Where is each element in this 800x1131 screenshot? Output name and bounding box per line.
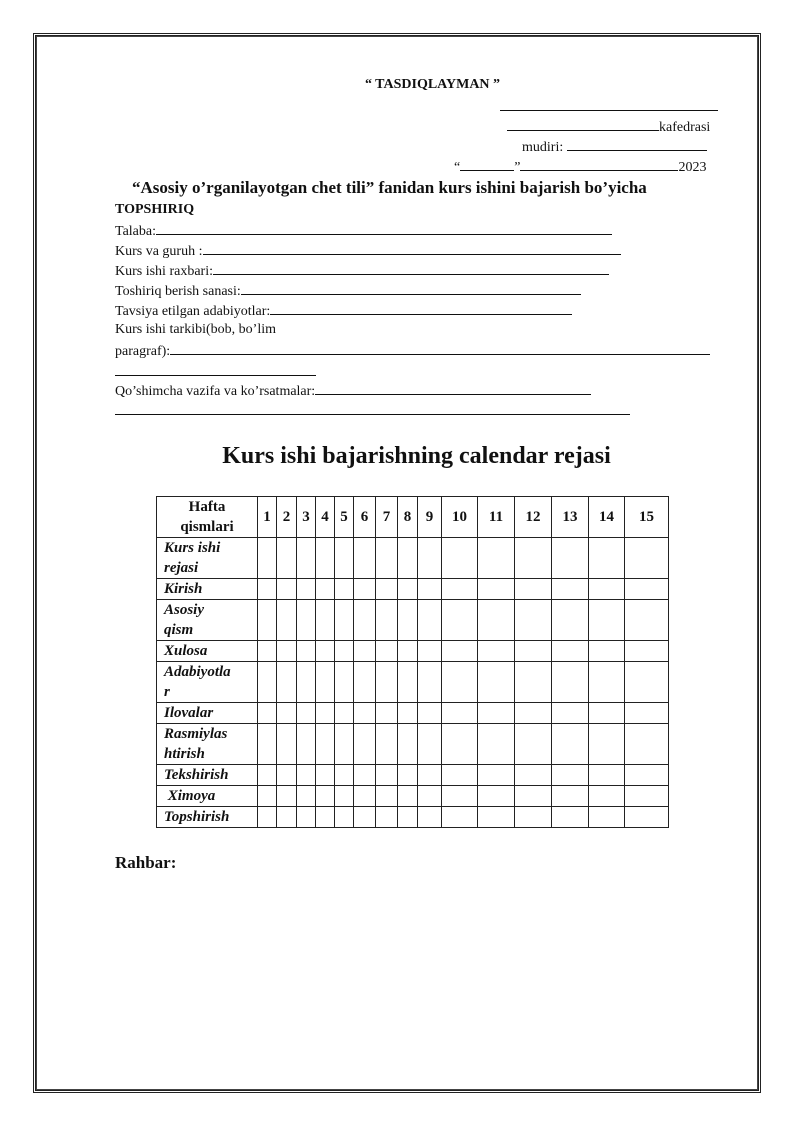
schedule-cell[interactable]	[552, 600, 589, 641]
schedule-cell[interactable]	[354, 703, 376, 724]
issue-date-field	[115, 282, 581, 300]
calendar-body	[157, 538, 669, 828]
week-header-5: 5	[335, 497, 354, 538]
schedule-cell[interactable]	[354, 724, 376, 765]
schedule-cell[interactable]	[335, 703, 354, 724]
schedule-cell[interactable]	[515, 662, 552, 703]
schedule-cell[interactable]	[354, 600, 376, 641]
row-label	[157, 662, 258, 703]
table-row	[157, 579, 669, 600]
schedule-cell[interactable]	[398, 538, 418, 579]
week-header-7: 7	[376, 497, 398, 538]
schedule-cell[interactable]	[589, 662, 625, 703]
table-row	[157, 641, 669, 662]
schedule-cell[interactable]	[442, 807, 478, 828]
schedule-cell[interactable]	[625, 786, 669, 807]
schedule-cell[interactable]	[552, 765, 589, 786]
schedule-cell[interactable]	[478, 600, 515, 641]
week-header-1: 1	[258, 497, 277, 538]
schedule-cell[interactable]	[335, 662, 354, 703]
week-header-12: 12	[515, 497, 552, 538]
schedule-cell[interactable]	[354, 641, 376, 662]
schedule-cell[interactable]	[552, 807, 589, 828]
row-label	[157, 807, 258, 828]
department-suffix: kafedrasi	[659, 120, 711, 135]
schedule-cell[interactable]	[589, 765, 625, 786]
schedule-cell[interactable]	[335, 579, 354, 600]
schedule-cell[interactable]	[376, 538, 398, 579]
schedule-cell[interactable]	[515, 786, 552, 807]
table-row	[157, 807, 669, 828]
schedule-cell[interactable]	[515, 724, 552, 765]
row-label-line: Asosiy	[164, 602, 205, 618]
schedule-cell[interactable]	[316, 786, 335, 807]
schedule-cell[interactable]	[316, 641, 335, 662]
week-header-15: 15	[625, 497, 669, 538]
row-label	[157, 600, 258, 641]
row-label-line: Rasmiylas	[164, 726, 228, 742]
schedule-cell[interactable]	[316, 703, 335, 724]
schedule-cell[interactable]	[354, 765, 376, 786]
head-name-blank[interactable]	[567, 138, 707, 151]
schedule-cell[interactable]	[277, 579, 297, 600]
schedule-cell[interactable]	[589, 641, 625, 662]
schedule-cell[interactable]	[258, 807, 277, 828]
schedule-cell[interactable]	[354, 786, 376, 807]
supervisor-blank[interactable]	[213, 262, 609, 275]
schedule-cell[interactable]	[442, 662, 478, 703]
schedule-cell[interactable]	[398, 662, 418, 703]
week-header-2: 2	[277, 497, 297, 538]
schedule-cell[interactable]	[335, 724, 354, 765]
table-row	[157, 662, 669, 703]
schedule-cell[interactable]	[478, 724, 515, 765]
schedule-cell[interactable]	[625, 600, 669, 641]
schedule-cell[interactable]	[552, 662, 589, 703]
schedule-cell[interactable]	[297, 703, 316, 724]
row-label-line: Xulosa	[164, 643, 208, 659]
schedule-cell[interactable]	[515, 765, 552, 786]
schedule-cell[interactable]	[258, 765, 277, 786]
approval-signature-line	[500, 110, 718, 111]
schedule-cell[interactable]	[418, 703, 442, 724]
structure-field	[115, 342, 710, 360]
date-open-quote: “	[454, 160, 461, 175]
schedule-cell[interactable]	[442, 641, 478, 662]
schedule-cell[interactable]	[418, 807, 442, 828]
schedule-cell[interactable]	[625, 703, 669, 724]
schedule-cell[interactable]	[418, 600, 442, 641]
schedule-cell[interactable]	[316, 662, 335, 703]
row-label	[157, 641, 258, 662]
calendar-table	[156, 496, 669, 828]
approval-date-line	[454, 158, 706, 176]
schedule-cell[interactable]	[297, 538, 316, 579]
supervisor-field	[115, 262, 609, 280]
schedule-cell[interactable]	[297, 641, 316, 662]
schedule-cell[interactable]	[258, 724, 277, 765]
schedule-cell[interactable]	[258, 786, 277, 807]
row-label-line: qism	[164, 622, 194, 638]
table-row	[157, 786, 669, 807]
approval-heading: “ TASDIQLAYMAN ”	[364, 77, 501, 92]
schedule-cell[interactable]	[589, 579, 625, 600]
row-label-line: Topshirish	[164, 809, 230, 825]
schedule-cell[interactable]	[418, 641, 442, 662]
schedule-cell[interactable]	[376, 807, 398, 828]
row-label	[157, 786, 258, 807]
schedule-cell[interactable]	[442, 579, 478, 600]
schedule-cell[interactable]	[552, 579, 589, 600]
extra-label: Qo’shimcha vazifa va ko’rsatmalar:	[115, 384, 316, 399]
supervisor-label: Kurs ishi raxbari:	[115, 264, 213, 279]
table-row	[157, 538, 669, 579]
schedule-cell[interactable]	[442, 724, 478, 765]
schedule-cell[interactable]	[515, 579, 552, 600]
row-label-line: Tekshirish	[164, 767, 229, 783]
schedule-cell[interactable]	[625, 724, 669, 765]
week-header-10: 10	[442, 497, 478, 538]
student-field	[115, 222, 612, 240]
table-row	[157, 600, 669, 641]
schedule-cell[interactable]	[297, 662, 316, 703]
schedule-cell[interactable]	[354, 538, 376, 579]
schedule-cell[interactable]	[552, 703, 589, 724]
row-label-line: Ximoya	[164, 788, 216, 804]
schedule-cell[interactable]	[515, 807, 552, 828]
schedule-cell[interactable]	[625, 765, 669, 786]
schedule-cell[interactable]	[398, 703, 418, 724]
schedule-cell[interactable]	[277, 600, 297, 641]
schedule-cell[interactable]	[376, 579, 398, 600]
schedule-cell[interactable]	[625, 538, 669, 579]
schedule-cell[interactable]	[478, 641, 515, 662]
student-blank[interactable]	[156, 222, 612, 235]
schedule-cell[interactable]	[552, 786, 589, 807]
department-line	[507, 118, 710, 136]
week-header-6: 6	[354, 497, 376, 538]
issue-date-label: Toshiriq berish sanasi:	[115, 284, 241, 299]
row-label-line: Kurs ishi	[164, 540, 221, 556]
schedule-cell[interactable]	[442, 538, 478, 579]
schedule-cell[interactable]	[376, 641, 398, 662]
schedule-cell[interactable]	[277, 765, 297, 786]
schedule-cell[interactable]	[316, 600, 335, 641]
calendar-header-row	[157, 497, 669, 538]
schedule-cell[interactable]	[478, 765, 515, 786]
task-subtitle: TOPSHIRIQ	[115, 202, 195, 217]
day-blank[interactable]	[460, 158, 514, 171]
schedule-cell[interactable]	[316, 807, 335, 828]
structure-label: paragraf):	[115, 344, 171, 359]
schedule-cell[interactable]	[335, 765, 354, 786]
schedule-cell[interactable]	[398, 786, 418, 807]
row-label-line: r	[164, 684, 170, 700]
schedule-cell[interactable]	[589, 703, 625, 724]
schedule-cell[interactable]	[515, 641, 552, 662]
row-label-line: Adabiyotla	[164, 664, 231, 680]
table-row	[157, 703, 669, 724]
header-parts-label: qismlari	[180, 519, 234, 535]
week-header-4: 4	[316, 497, 335, 538]
row-label	[157, 765, 258, 786]
schedule-cell[interactable]	[297, 600, 316, 641]
schedule-cell[interactable]	[335, 600, 354, 641]
schedule-cell[interactable]	[335, 807, 354, 828]
row-label	[157, 703, 258, 724]
schedule-cell[interactable]	[589, 724, 625, 765]
schedule-cell[interactable]	[376, 600, 398, 641]
issue-date-blank[interactable]	[241, 282, 581, 295]
table-row	[157, 765, 669, 786]
schedule-cell[interactable]	[354, 807, 376, 828]
schedule-cell[interactable]	[589, 600, 625, 641]
schedule-cell[interactable]	[552, 641, 589, 662]
schedule-cell[interactable]	[354, 662, 376, 703]
department-blank[interactable]	[507, 118, 659, 131]
literature-field	[115, 302, 572, 320]
schedule-cell[interactable]	[258, 641, 277, 662]
schedule-cell[interactable]	[478, 579, 515, 600]
schedule-cell[interactable]	[316, 724, 335, 765]
extra-continuation-line[interactable]	[115, 414, 630, 415]
calendar-title: Kurs ishi bajarishning calendar rejasi	[222, 443, 611, 469]
schedule-cell[interactable]	[442, 765, 478, 786]
structure-continuation-line[interactable]	[115, 375, 316, 376]
head-line	[522, 138, 707, 156]
schedule-cell[interactable]	[398, 807, 418, 828]
course-group-label: Kurs va guruh :	[115, 244, 203, 259]
schedule-cell[interactable]	[277, 807, 297, 828]
student-label: Talaba:	[115, 224, 156, 239]
schedule-cell[interactable]	[277, 641, 297, 662]
schedule-cell[interactable]	[552, 724, 589, 765]
header-week-parts	[157, 497, 258, 538]
row-label	[157, 724, 258, 765]
schedule-cell[interactable]	[478, 807, 515, 828]
schedule-cell[interactable]	[297, 807, 316, 828]
schedule-cell[interactable]	[625, 579, 669, 600]
schedule-cell[interactable]	[376, 662, 398, 703]
row-label	[157, 579, 258, 600]
week-header-8: 8	[398, 497, 418, 538]
schedule-cell[interactable]	[277, 724, 297, 765]
schedule-cell[interactable]	[277, 703, 297, 724]
schedule-cell[interactable]	[376, 703, 398, 724]
task-title: “Asosiy o’rganilayotgan chet tili” fanidan kurs ishini bajarish bo’yicha	[132, 178, 647, 197]
schedule-cell[interactable]	[625, 641, 669, 662]
schedule-cell[interactable]	[277, 786, 297, 807]
schedule-cell[interactable]	[515, 703, 552, 724]
schedule-cell[interactable]	[297, 579, 316, 600]
row-label	[157, 538, 258, 579]
week-header-14: 14	[589, 497, 625, 538]
schedule-cell[interactable]	[478, 703, 515, 724]
extra-field	[115, 382, 591, 400]
supervisor-signature-label: Rahbar:	[115, 853, 177, 872]
schedule-cell[interactable]	[552, 538, 589, 579]
head-label: mudiri:	[522, 140, 564, 155]
schedule-cell[interactable]	[316, 579, 335, 600]
schedule-cell[interactable]	[478, 662, 515, 703]
schedule-cell[interactable]	[258, 662, 277, 703]
date-close-quote: ”	[514, 160, 521, 175]
schedule-cell[interactable]	[297, 786, 316, 807]
schedule-cell[interactable]	[442, 703, 478, 724]
row-label-line: Kirish	[164, 581, 203, 597]
schedule-cell[interactable]	[376, 786, 398, 807]
schedule-cell[interactable]	[277, 662, 297, 703]
schedule-cell[interactable]	[589, 807, 625, 828]
literature-label: Tavsiya etilgan adabiyotlar:	[115, 304, 271, 319]
schedule-cell[interactable]	[335, 786, 354, 807]
week-header-11: 11	[478, 497, 515, 538]
month-blank[interactable]	[520, 158, 678, 171]
schedule-cell[interactable]	[442, 600, 478, 641]
schedule-cell[interactable]	[258, 538, 277, 579]
schedule-cell[interactable]	[515, 538, 552, 579]
schedule-cell[interactable]	[258, 579, 277, 600]
extra-blank[interactable]	[315, 382, 591, 395]
table-row	[157, 724, 669, 765]
schedule-cell[interactable]	[515, 600, 552, 641]
row-label-line: Ilovalar	[164, 705, 214, 721]
schedule-cell[interactable]	[398, 579, 418, 600]
schedule-cell[interactable]	[398, 641, 418, 662]
course-group-field	[115, 242, 621, 260]
schedule-cell[interactable]	[376, 765, 398, 786]
schedule-cell[interactable]	[589, 786, 625, 807]
schedule-cell[interactable]	[418, 579, 442, 600]
schedule-cell[interactable]	[418, 765, 442, 786]
schedule-cell[interactable]	[478, 786, 515, 807]
row-label-line: rejasi	[164, 560, 199, 576]
schedule-cell[interactable]	[418, 786, 442, 807]
schedule-cell[interactable]	[354, 579, 376, 600]
header-week-label: Hafta	[188, 499, 226, 515]
schedule-cell[interactable]	[297, 765, 316, 786]
schedule-cell[interactable]	[258, 703, 277, 724]
schedule-cell[interactable]	[418, 724, 442, 765]
week-header-13: 13	[552, 497, 589, 538]
schedule-cell[interactable]	[398, 600, 418, 641]
schedule-cell[interactable]	[335, 538, 354, 579]
structure-blank[interactable]	[170, 342, 710, 355]
schedule-cell[interactable]	[418, 538, 442, 579]
week-header-3: 3	[297, 497, 316, 538]
approval-year: 2023	[678, 160, 707, 175]
schedule-cell[interactable]	[625, 662, 669, 703]
schedule-cell[interactable]	[589, 538, 625, 579]
schedule-cell[interactable]	[335, 641, 354, 662]
schedule-cell[interactable]	[376, 724, 398, 765]
schedule-cell[interactable]	[625, 807, 669, 828]
structure-label-line: Kurs ishi tarkibi(bob, bo’lim	[115, 322, 276, 337]
schedule-cell[interactable]	[398, 765, 418, 786]
schedule-cell[interactable]	[442, 786, 478, 807]
schedule-cell[interactable]	[297, 724, 316, 765]
schedule-cell[interactable]	[316, 765, 335, 786]
schedule-cell[interactable]	[258, 600, 277, 641]
row-label-line: htirish	[164, 746, 205, 762]
course-group-blank[interactable]	[203, 242, 621, 255]
schedule-cell[interactable]	[277, 538, 297, 579]
schedule-cell[interactable]	[398, 724, 418, 765]
schedule-cell[interactable]	[478, 538, 515, 579]
schedule-cell[interactable]	[316, 538, 335, 579]
week-header-9: 9	[418, 497, 442, 538]
literature-blank[interactable]	[270, 302, 572, 315]
schedule-cell[interactable]	[418, 662, 442, 703]
